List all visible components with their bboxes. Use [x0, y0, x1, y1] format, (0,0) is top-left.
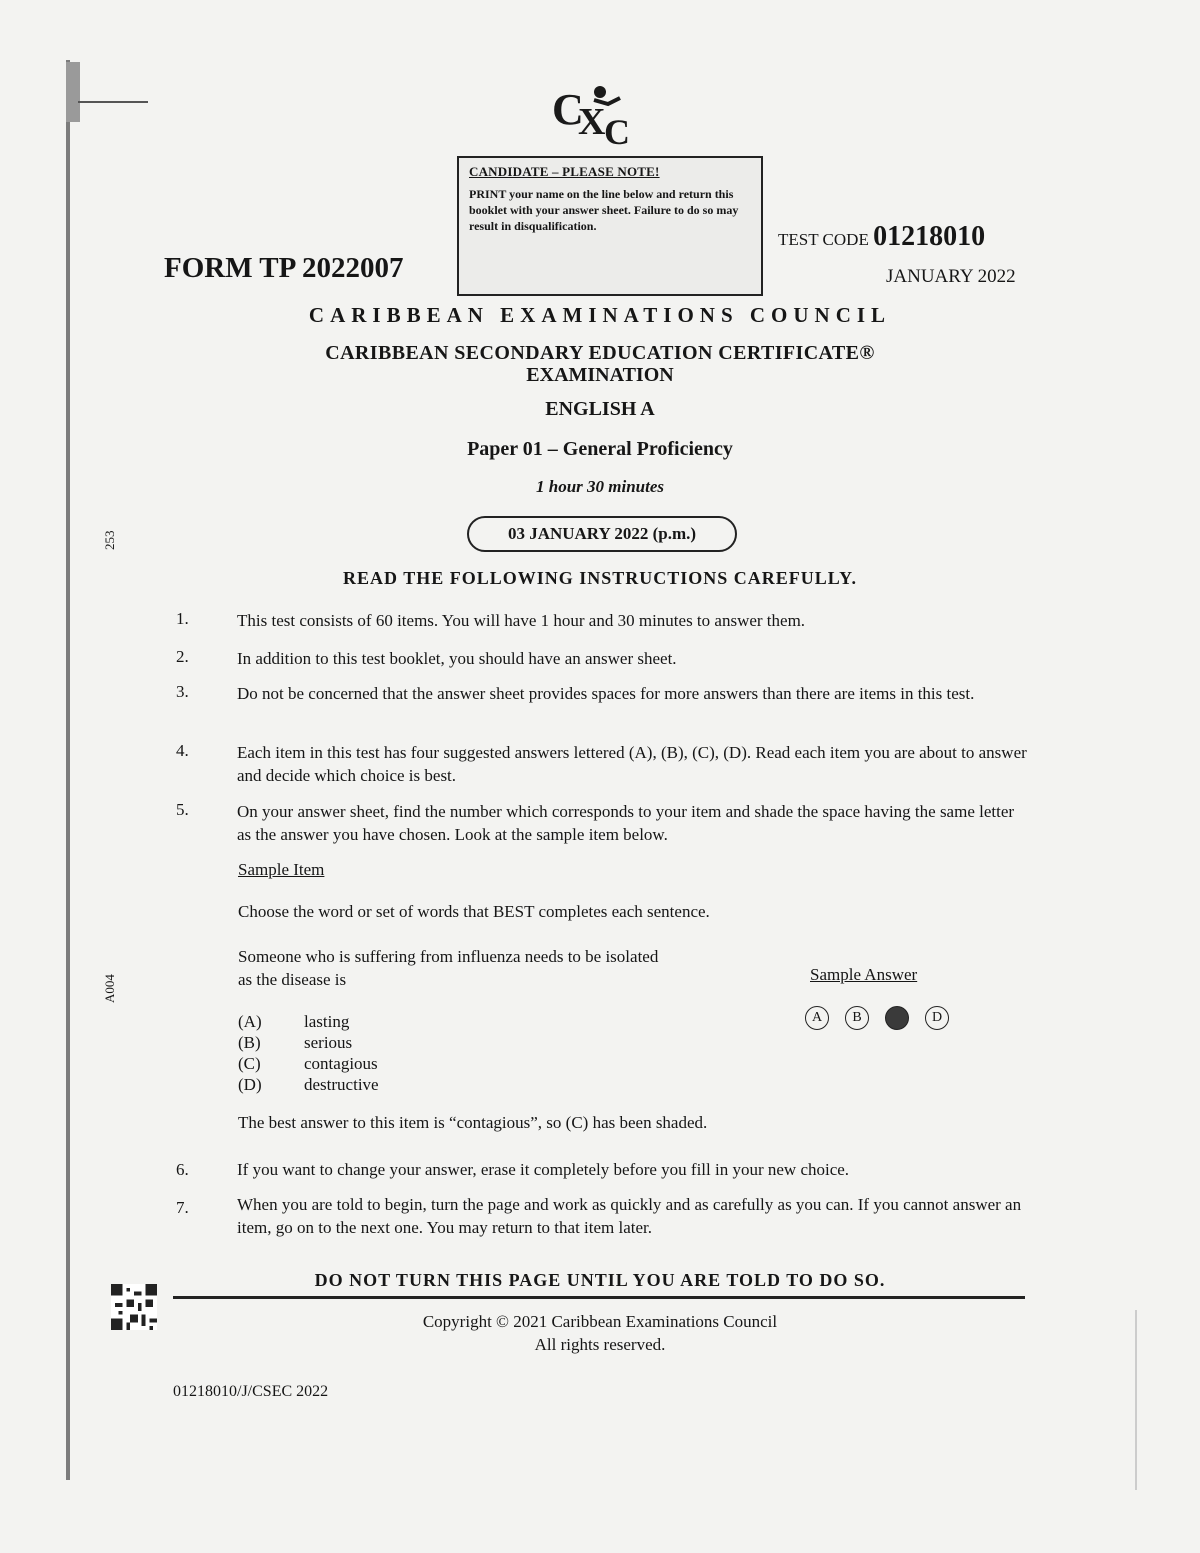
instruction-number: 2. — [176, 647, 189, 666]
council-name: CARIBBEAN EXAMINATIONS COUNCIL — [308, 303, 892, 327]
instruction-text: If you want to change your answer, erase it completely before you fill in your new choice. — [237, 1160, 850, 1179]
test-code — [778, 221, 985, 253]
instruction-number: 5. — [176, 800, 189, 819]
rights-line: All rights reserved. — [534, 1335, 666, 1354]
instruction-number: 3. — [176, 682, 189, 701]
subject-title: ENGLISH A — [545, 398, 655, 420]
option-letter: (C) — [238, 1054, 261, 1073]
option-text: serious — [304, 1033, 353, 1052]
copyright-line: Copyright © 2021 Caribbean Examinations Council — [422, 1312, 778, 1331]
answer-bubble-d: D — [925, 1006, 949, 1030]
do-not-turn-warning: DO NOT TURN THIS PAGE UNTIL YOU ARE TOLD TO DO SO. — [314, 1270, 886, 1290]
instruction-number: 4. — [176, 741, 189, 760]
option-text: contagious — [304, 1054, 378, 1073]
test-code-label: TEST CODE — [778, 230, 869, 249]
certificate-title: CARIBBEAN SECONDARY EDUCATION CERTIFICATE® — [325, 342, 875, 364]
option-letter: (B) — [238, 1033, 261, 1052]
form-number: FORM TP 2022007 — [164, 252, 404, 284]
notice-title: CANDIDATE – PLEASE NOTE! — [469, 164, 660, 179]
sample-explanation: The best answer to this item is “contagious”, so (C) has been shaded. — [238, 1113, 708, 1132]
answer-bubble-b: B — [845, 1006, 869, 1030]
test-code-value: 01218010 — [873, 221, 986, 252]
svg-text:C: C — [604, 112, 630, 150]
instruction-text: This test consists of 60 items. You will have 1 hour and 30 minutes to answer them. — [237, 611, 806, 630]
instruction-text: On your answer sheet, find the number which corresponds to your item and shade the space having the same letter as the answer you have chosen. Look at the sample item below. — [237, 802, 1015, 844]
instruction-text: Do not be concerned that the answer sheet provides spaces for more answers than there are items in this test. — [237, 684, 975, 703]
option-letter: (A) — [238, 1012, 262, 1031]
option-text: destructive — [304, 1075, 379, 1094]
instruction-text: In addition to this test booklet, you should have an answer sheet. — [237, 649, 677, 668]
cxc-logo-icon — [548, 78, 646, 150]
instructions-heading: READ THE FOLLOWING INSTRUCTIONS CAREFULLY. — [343, 568, 857, 588]
option-text: lasting — [304, 1012, 350, 1031]
answer-bubble-c-shaded — [885, 1006, 909, 1030]
sitting-month: JANUARY 2022 — [886, 266, 1016, 287]
scan-left-edge — [66, 60, 70, 1480]
notice-body: PRINT your name on the line below and return this booklet with your answer sheet. Failure to do so may result in disqualification. — [469, 187, 739, 233]
sample-prompt: Choose the word or set of words that BEST completes each sentence. — [238, 902, 710, 921]
footer-code: 01218010/J/CSEC 2022 — [173, 1383, 329, 1400]
svg-text:C: C — [552, 85, 584, 134]
examination-title: EXAMINATION — [526, 364, 674, 386]
paper-title: Paper 01 – General Proficiency — [467, 438, 733, 460]
sample-item-heading: Sample Item — [238, 860, 325, 879]
sample-answer-heading: Sample Answer — [810, 965, 918, 984]
instruction-number: 1. — [176, 609, 189, 628]
instruction-number: 6. — [176, 1160, 189, 1179]
instruction-text: Each item in this test has four suggested answers lettered (A), (B), (C), (D). Read each item you are about to answer and decide which choice is best. — [237, 743, 1027, 785]
copyright — [0, 1310, 1200, 1356]
candidate-notice-box — [457, 156, 763, 296]
svg-text:X: X — [578, 101, 606, 143]
exam-date: 03 JANUARY 2022 (p.m.) — [467, 516, 737, 552]
footer-rule — [173, 1296, 1025, 1299]
instruction-number: 7. — [176, 1198, 189, 1217]
option-letter: (D) — [238, 1075, 262, 1094]
scan-tab-mark — [66, 62, 80, 122]
scan-line — [78, 101, 148, 103]
duration: 1 hour 30 minutes — [535, 477, 664, 496]
instruction-text: When you are told to begin, turn the page and work as quickly and as carefully as you can. If you cannot answer an item, go on to the next one. You may return to that item later. — [237, 1195, 1022, 1237]
answer-bubble-a: A — [805, 1006, 829, 1030]
margin-code: A004 — [102, 974, 117, 1003]
margin-number: 253 — [102, 530, 117, 550]
sample-stem: Someone who is suffering from influenza needs to be isolated as the disease is — [238, 947, 659, 989]
